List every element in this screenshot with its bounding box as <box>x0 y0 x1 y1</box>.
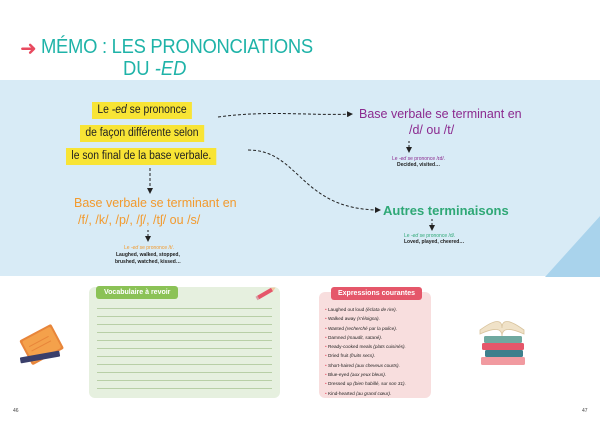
case-f-k-examples: Laughed, walked, stopped, brushed, watched, kissed… <box>115 252 181 265</box>
list-item: • Blue-eyed (aux yeux bleus). <box>325 370 406 379</box>
vocabulary-card <box>89 287 280 398</box>
expressions-label: Expressions courantes <box>331 287 422 300</box>
case-f-k-heading: Base verbale se terminant en <box>74 196 237 210</box>
case-other-note: Le -ed se prononce /d/. <box>404 233 456 239</box>
writing-line[interactable] <box>97 348 272 349</box>
writing-line[interactable] <box>97 356 272 357</box>
expressions-list <box>325 305 406 398</box>
writing-line[interactable] <box>97 372 272 373</box>
list-item: • Short-haired (aux cheveux courts). <box>325 361 406 370</box>
list-item: • Damned (maudit, satané). <box>325 333 406 342</box>
writing-line[interactable] <box>97 340 272 341</box>
rule-line-2: de façon différente selon <box>80 125 204 142</box>
list-item: • Dried fruit (fruits secs). <box>325 351 406 360</box>
pencil-icon <box>254 285 278 301</box>
list-item: • Laughed out loud (éclata de rire). <box>325 305 406 314</box>
case-d-t-note: Le -ed se prononce /ɪd/. <box>392 156 446 162</box>
page-number-left: 46 <box>13 408 19 414</box>
list-item: • Walked away (s’éloigna). <box>325 314 406 323</box>
case-other-examples: Loved, played, cheered… <box>404 239 465 245</box>
list-item: • Kind-hearted (au grand cœur). <box>325 389 406 398</box>
title-line2: DU -ED <box>123 58 187 80</box>
writing-line[interactable] <box>97 308 272 309</box>
case-d-t-heading: Base verbale se terminant en <box>359 107 522 121</box>
writing-line[interactable] <box>97 380 272 381</box>
list-item: • Dressed up (bien habillé, sur son 31). <box>325 379 406 388</box>
case-other-heading: Autres terminaisons <box>383 203 509 218</box>
writing-line[interactable] <box>97 388 272 389</box>
notebooks-icon <box>14 320 72 370</box>
rule-line-3: le son final de la base verbale. <box>66 148 217 165</box>
writing-line[interactable] <box>97 324 272 325</box>
list-item: • Ready-cooked meals (plats cuisinés). <box>325 342 406 351</box>
rule-line-1: Le -ed se prononce <box>92 102 192 119</box>
vocabulary-label: Vocabulaire à revoir <box>96 286 178 299</box>
writing-line[interactable] <box>97 332 272 333</box>
case-f-k-note: Le -ed se prononce /t/. <box>124 245 175 251</box>
page-number-right: 47 <box>582 408 588 414</box>
writing-line[interactable] <box>97 364 272 365</box>
writing-line[interactable] <box>97 316 272 317</box>
case-d-t-sounds: /d/ ou /t/ <box>409 123 455 137</box>
case-f-k-sounds: /f/, /k/, /p/, /ʃ/, /tʃ/ ou /s/ <box>78 213 201 227</box>
arrow-right-icon: ➜ <box>20 35 37 60</box>
title-line1: MÉMO : LES PRONONCIATIONS <box>40 36 313 58</box>
list-item: • Wanted (recherché par la police). <box>325 324 406 333</box>
page-title <box>20 35 336 80</box>
book-stack-icon <box>470 310 534 372</box>
case-d-t-examples: Decided, visited… <box>397 162 441 168</box>
